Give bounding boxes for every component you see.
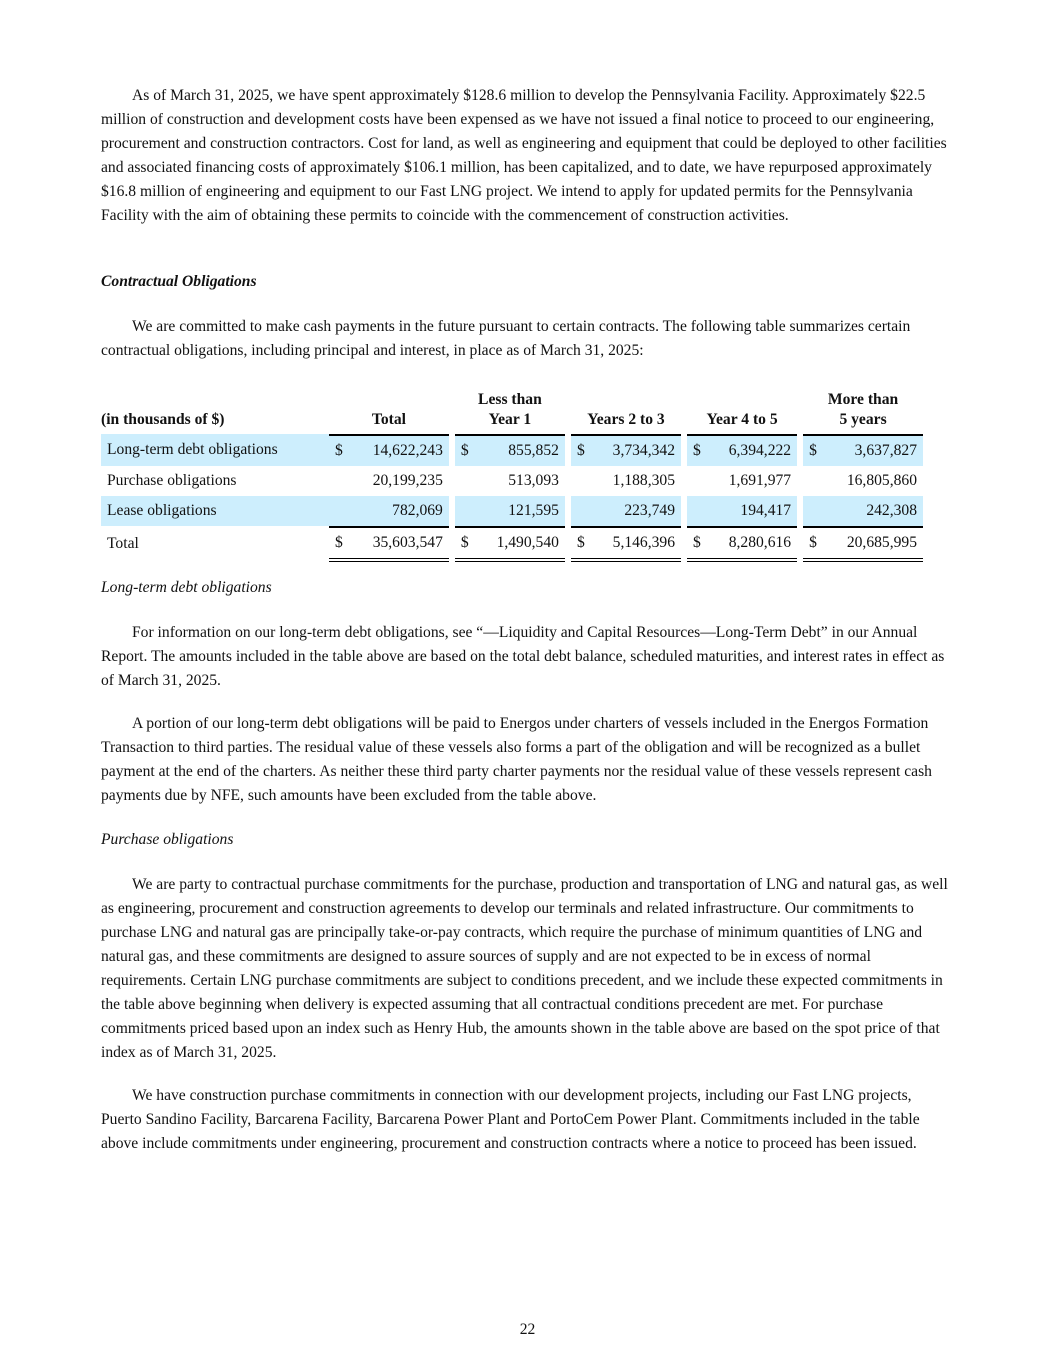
cell: 8,280,616: [704, 526, 797, 562]
cell: 20,199,235: [372, 472, 443, 489]
cell: 1,691,977: [728, 472, 792, 489]
page-number: 22: [519, 1321, 536, 1338]
cell: 3,734,342: [588, 434, 681, 466]
table-row-total: [101, 526, 923, 562]
currency: $: [687, 434, 704, 466]
currency: $: [455, 526, 472, 562]
cell: 121,595: [472, 496, 565, 526]
table-row: [101, 466, 923, 496]
paragraph-pennsylvania-facility: As of March 31, 2025, we have spent approximately $128.6 million to develop the Pennsylvania Facility. Approximately $22.5 million of construction and development costs have been expensed as we have not issued a final notice to proceed to our engineering, procurement and construction contractors. Cost for land, as well as engineering and equipment that could be deployed to other facilities and associated financing costs of approximately $106.1 million, has been capitalized, and to date, we have repurposed approximately $16.8 million of engineering and equipment to our Fast LNG project. We intend to apply for updated permits for the Pennsylvania Facility with the aim of obtaining these permits to coincide with the commencement of construction activities.: [101, 87, 947, 224]
cell: 855,852: [472, 434, 565, 466]
cell: 5,146,396: [588, 526, 681, 562]
currency: $: [571, 526, 588, 562]
cell: 14,622,243: [346, 434, 449, 466]
currency: $: [803, 434, 820, 466]
row-label: Long-term debt obligations: [101, 434, 329, 466]
cell: 6,394,222: [704, 434, 797, 466]
currency: $: [329, 434, 346, 466]
paragraph-long-term-debt: For information on our long-term debt obligations, see “—Liquidity and Capital Resources—Long-Term Debt” in our Annual Report. The amounts included in the table above are based on the total debt balance, scheduled maturities, and interest rates in effect as of March 31, 2025.: [101, 624, 945, 689]
header-more-than-5: More than 5 years: [827, 391, 899, 428]
table-row: [101, 434, 923, 466]
header-total: Total: [371, 411, 406, 428]
table-header-row: [101, 390, 923, 434]
paragraph-purchase-commitments: We are party to contractual purchase commitments for the purchase, production and transportation of LNG and natural gas, as well as engineering, procurement and construction agreements to develop our terminals and related infrastructure. Our commitments to purchase LNG and natural gas are principally take-or-pay contracts, which require the purchase of minimum quantities of LNG and natural gas, and these commitments are designed to assure sources of supply and are not expected to be in excess of normal requirements. Certain LNG purchase commitments are subject to conditions precedent, and we include these expected commitments in the table above beginning when delivery is expected assuming that all contractual conditions precedent are met. For purchase commitments priced based upon an index such as Henry Hub, the amounts shown in the table above are based on the spot price of that index as of March 31, 2025.: [101, 876, 948, 1061]
cell: 1,490,540: [472, 526, 565, 562]
currency: $: [455, 434, 472, 466]
cell: 16,805,860: [846, 472, 917, 489]
currency: $: [687, 526, 704, 562]
header-units: (in thousands of $): [101, 411, 225, 428]
contractual-obligations-table: [101, 390, 923, 562]
currency: $: [329, 526, 346, 562]
cell: 194,417: [704, 496, 797, 526]
cell: 223,749: [588, 496, 681, 526]
header-years-4-5: Year 4 to 5: [706, 411, 778, 428]
paragraph-construction-commitments: We have construction purchase commitments in connection with our development projects, including our Fast LNG projects, Puerto Sandino Facility, Barcarena Facility, Barcarena Power Plant and PortoCem Power Plant. Commitments included in the table above include commitments under engineering, procurement and construction contracts where a notice to proceed has been issued.: [101, 1087, 920, 1152]
header-years-2-3: Years 2 to 3: [587, 411, 665, 428]
heading-long-term-debt: Long-term debt obligations: [101, 579, 272, 596]
cell: 242,308: [820, 496, 923, 526]
cell: 1,188,305: [612, 472, 676, 489]
paragraph-energos: A portion of our long-term debt obligations will be paid to Energos under charters of vessels included in the Energos Formation Transaction to third parties. The residual value of these vessels also forms a part of the obligation and will be recognized as a bullet payment at the end of the charters. As neither these third party charter payments nor the residual value of these vessels represent cash payments due by NFE, such amounts have been excluded from the table above.: [101, 715, 932, 804]
heading-contractual-obligations: Contractual Obligations: [101, 273, 257, 290]
header-less-than-1-year: Less than Year 1: [478, 391, 542, 428]
cell: 513,093: [508, 472, 559, 489]
cell: 3,637,827: [820, 434, 923, 466]
paragraph-contractual-intro: We are committed to make cash payments in the future pursuant to certain contracts. The following table summarizes certain contractual obligations, including principal and interest, in place as of March 31, 2025:: [101, 318, 911, 359]
currency: $: [571, 434, 588, 466]
table-row: [101, 496, 923, 526]
currency: $: [803, 526, 820, 562]
row-label: Lease obligations: [101, 496, 329, 526]
cell: 782,069: [346, 496, 449, 526]
cell: 20,685,995: [820, 526, 923, 562]
row-label: Purchase obligations: [107, 472, 237, 489]
heading-purchase-obligations: Purchase obligations: [101, 831, 234, 848]
cell: 35,603,547: [346, 526, 449, 562]
row-label: Total: [107, 535, 139, 552]
